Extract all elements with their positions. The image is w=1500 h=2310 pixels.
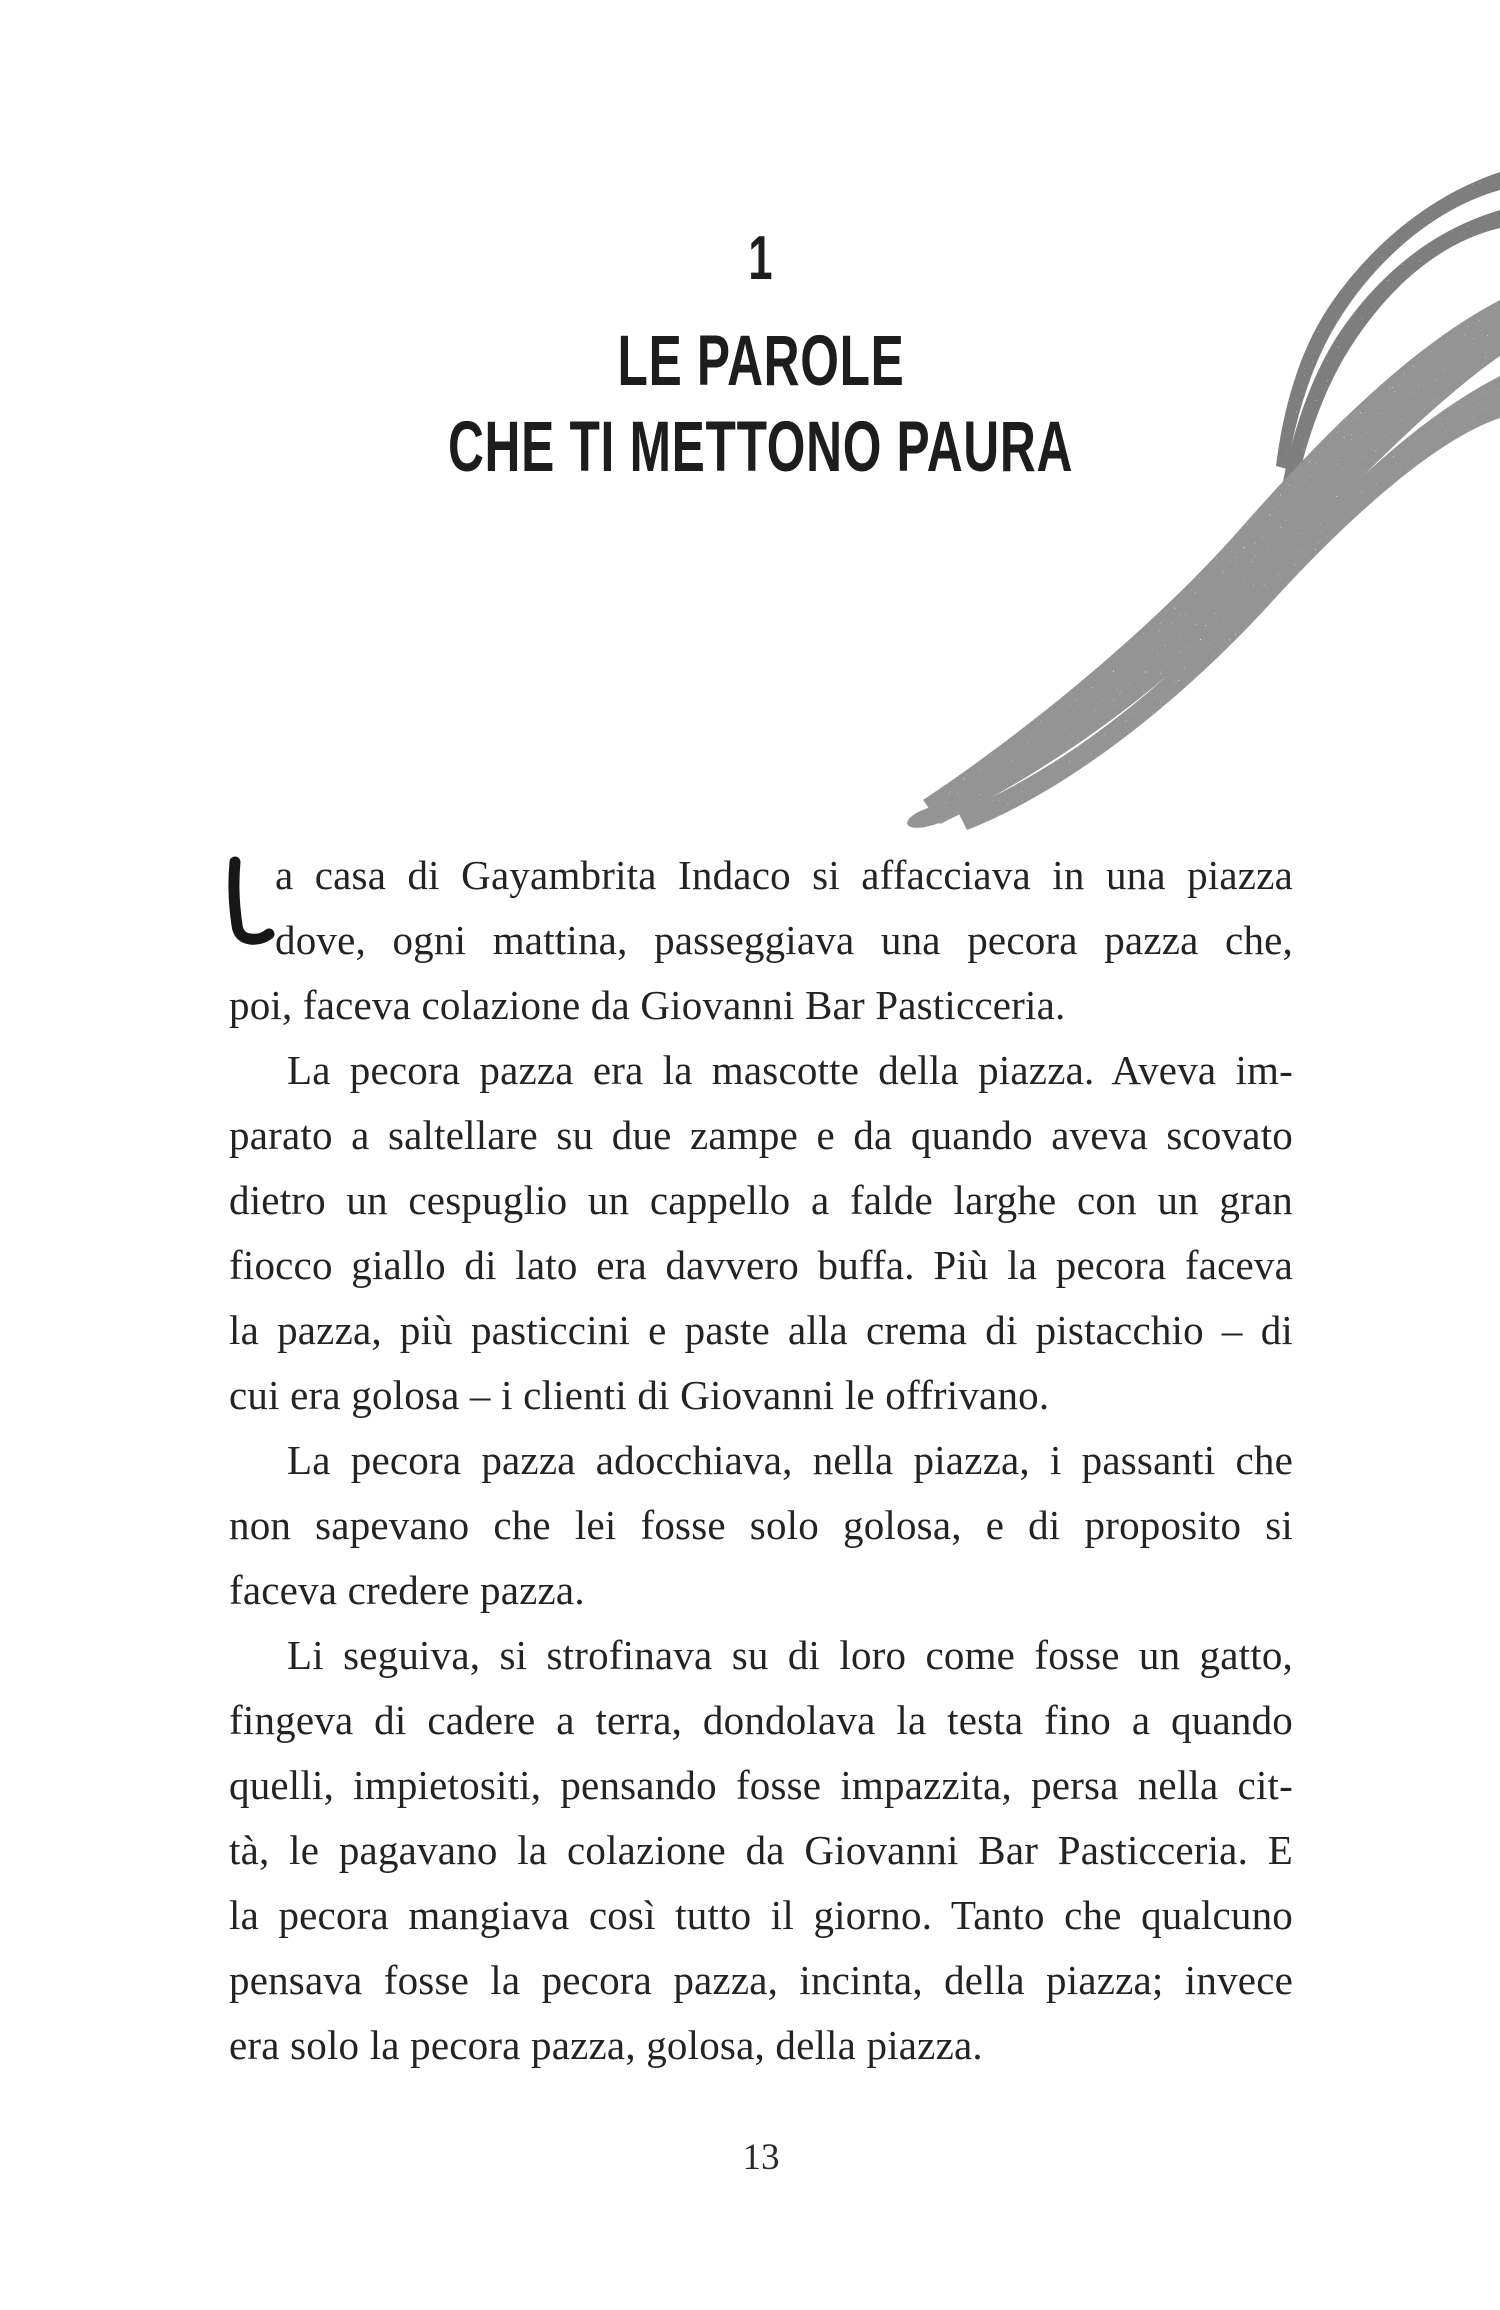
drop-cap-letter-L [226, 855, 276, 947]
body-line: non sapevano che lei fosse solo golosa, e di proposito si [229, 1502, 1293, 1548]
body-line: fingeva di cadere a terra, dondolava la testa fino a quando [229, 1697, 1293, 1743]
body-line: dietro un cespuglio un cappello a falde larghe con un gran [229, 1177, 1293, 1223]
body-line: La pecora pazza adocchiava, nella piazza, i passanti che [287, 1437, 1293, 1483]
body-text [229, 843, 1293, 2078]
body-line: cui era golosa – i clienti di Giovanni le offrivano. [229, 1372, 1050, 1418]
body-line: quelli, impietositi, pensando fosse impazzita, persa nella cit- [229, 1762, 1293, 1808]
body-line: poi, faceva colazione da Giovanni Bar Pasticceria. [229, 982, 1066, 1028]
body-line: la pecora mangiava così tutto il giorno. Tanto che qualcuno [229, 1892, 1293, 1938]
chapter-title-line2-text: CHE TI METTONO PAURA [448, 408, 1074, 487]
chapter-title-line1 [229, 322, 1293, 401]
body-line: dove, ogni mattina, passeggiava una pecora pazza che, [275, 917, 1293, 963]
body-line: tà, le pagavano la colazione da Giovanni Bar Pasticceria. E [229, 1827, 1293, 1873]
chapter-title-line2 [229, 408, 1293, 487]
body-line: pensava fosse la pecora pazza, incinta, della piazza; invece [229, 1957, 1293, 2003]
body-line: a casa di Gayambrita Indaco si affacciava in una piazza [275, 852, 1293, 898]
body-line: la pazza, più pasticcini e paste alla crema di pistacchio – di [229, 1307, 1293, 1353]
chapter-number-text: 1 [748, 224, 774, 293]
drop-cap-path [234, 862, 269, 939]
page-number: 13 [742, 2137, 780, 2178]
chapter-title-line1-text: LE PAROLE [617, 322, 905, 401]
chapter-number [229, 224, 1293, 293]
body-line: parato a saltellare su due zampe e da quando aveva scovato [229, 1112, 1293, 1158]
body-line: era solo la pecora pazza, golosa, della piazza. [229, 2022, 983, 2068]
body-line: La pecora pazza era la mascotte della piazza. Aveva im- [287, 1047, 1293, 1093]
body-line: fiocco giallo di lato era davvero buffa. Più la pecora faceva [229, 1242, 1293, 1288]
body-line: faceva credere pazza. [229, 1567, 585, 1613]
body-line: Li seguiva, si strofinava su di loro come fosse un gatto, [287, 1632, 1293, 1678]
